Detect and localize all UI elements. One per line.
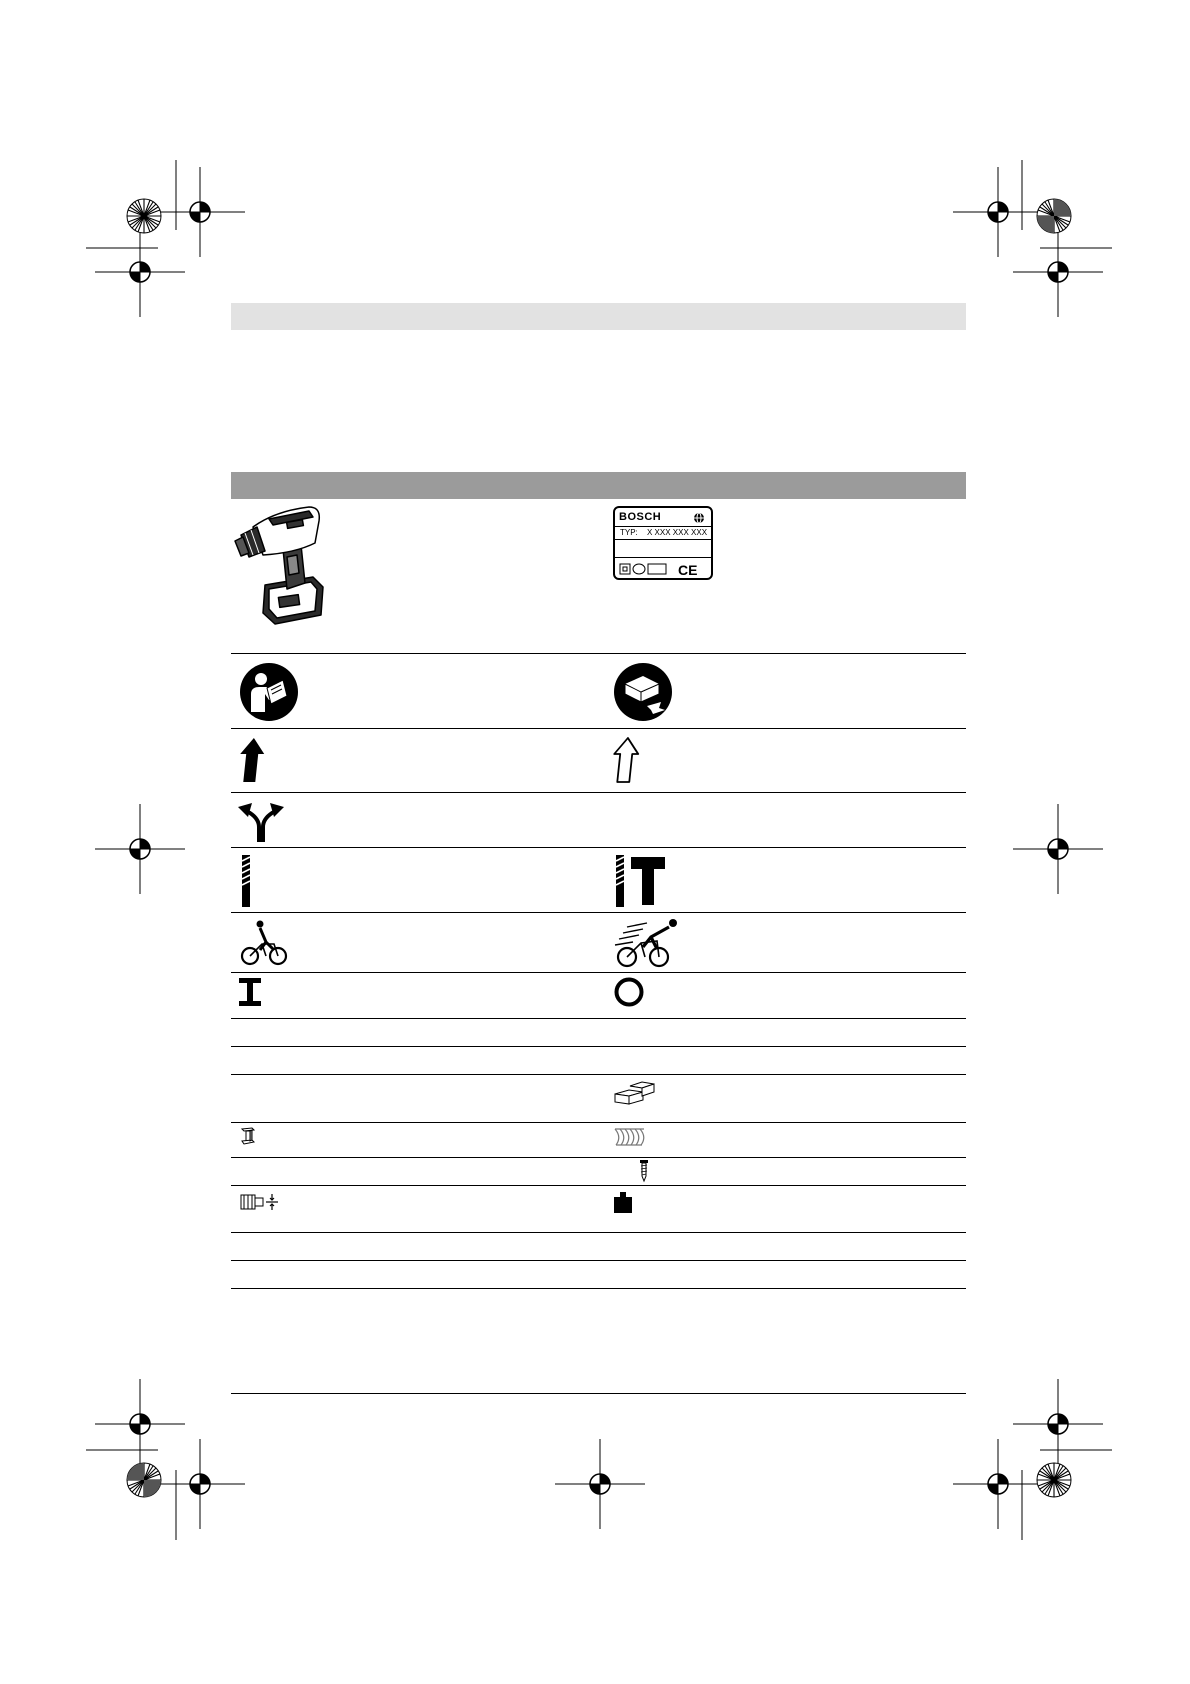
wood-icon (614, 1127, 648, 1147)
section-header-bar (231, 303, 966, 330)
nameplate-type-label: TYP: (620, 528, 638, 537)
row-divider (231, 847, 966, 848)
row-divider (231, 1288, 966, 1289)
gear-zero-icon (614, 977, 644, 1007)
row-divider (231, 728, 966, 729)
drill-bit-hammer-icon (615, 855, 667, 907)
nameplate-divider (615, 557, 711, 558)
drill-bit-icon (241, 855, 251, 907)
fork-arrow-icon (238, 801, 284, 843)
row-divider (231, 1074, 966, 1075)
nameplate-type-number: X XXX XXX XXX (647, 528, 708, 537)
row-divider (231, 1185, 966, 1186)
row-divider (231, 1232, 966, 1233)
screw-icon (639, 1160, 649, 1182)
cyclist-fast-icon (613, 917, 683, 969)
footer-rule (231, 1393, 966, 1394)
steel-beam-icon (240, 1127, 258, 1145)
read-manual-icon (239, 662, 299, 722)
nameplate (613, 506, 713, 580)
gear-one-icon (239, 978, 261, 1006)
nameplate-divider (615, 539, 711, 540)
table-header-bar (231, 472, 966, 499)
dispose-battery-icon (613, 662, 673, 722)
row-divider (231, 1018, 966, 1019)
power-drill-image (235, 503, 335, 625)
row-divider (231, 1122, 966, 1123)
weight-icon (614, 1192, 632, 1214)
row-divider (231, 912, 966, 913)
svg-text:CE: CE (678, 562, 698, 577)
chuck-range-icon (240, 1192, 280, 1212)
row-divider (231, 1260, 966, 1261)
nameplate-divider (615, 526, 711, 527)
arrow-up-solid-icon (241, 737, 267, 783)
row-divider (231, 653, 966, 654)
row-divider (231, 1046, 966, 1047)
arrow-up-outline-icon (615, 737, 641, 783)
row-divider (231, 1157, 966, 1158)
row-divider (231, 972, 966, 973)
cyclist-slow-icon (240, 920, 288, 968)
masonry-icon (614, 1080, 656, 1106)
certification-symbols (619, 561, 709, 582)
row-divider (231, 792, 966, 793)
nameplate-brand: BOSCH (619, 511, 662, 523)
